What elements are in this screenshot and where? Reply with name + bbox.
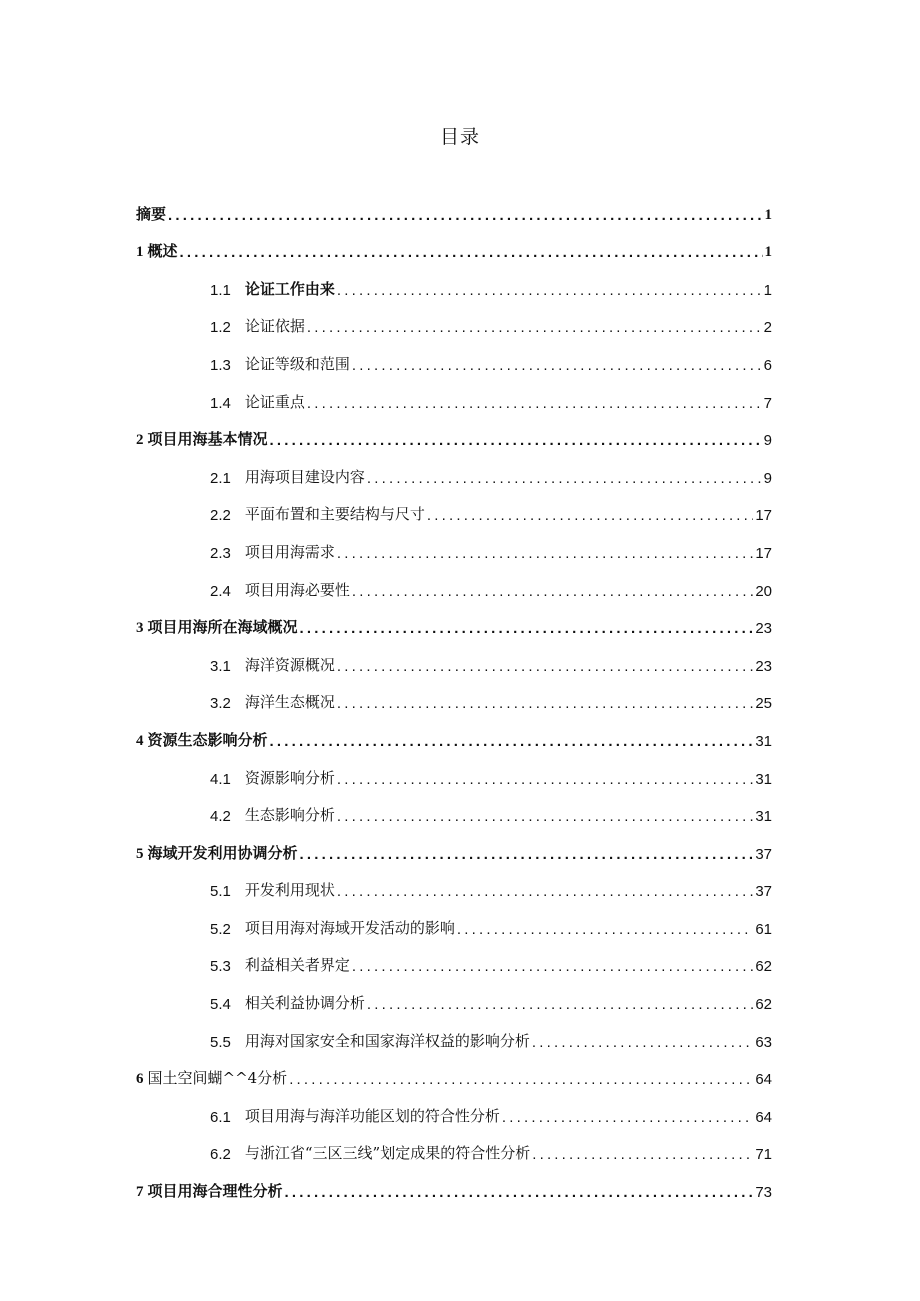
toc-entry-number: 6.1 — [210, 1108, 231, 1126]
toc-entry-page: 31 — [755, 770, 772, 788]
toc-entry[interactable] — [136, 374, 772, 412]
dot-leader — [337, 883, 753, 900]
toc-entry[interactable] — [136, 524, 772, 562]
toc-entry-label: 平面布置和主要结构与尺寸 — [244, 505, 425, 524]
toc-entry-number: 5.5 — [210, 1033, 231, 1051]
dot-leader — [180, 244, 763, 261]
toc-entry-page: 62 — [755, 996, 772, 1014]
toc-entry-label: 项目用海与海洋功能区划的符合性分析 — [244, 1106, 500, 1125]
toc-entry[interactable] — [136, 600, 772, 638]
toc-entry-label: 项目用海所在海域概况 — [147, 618, 298, 637]
toc-entry[interactable] — [136, 675, 772, 713]
toc-entry-label: 论证等级和范围 — [244, 354, 350, 373]
toc-entry-page: 25 — [755, 695, 772, 713]
toc-entry[interactable] — [136, 637, 772, 675]
dot-leader — [270, 432, 762, 449]
toc-entry-page: 23 — [755, 620, 772, 638]
toc-entry[interactable] — [136, 975, 772, 1013]
toc-entry[interactable] — [136, 224, 772, 262]
toc-entry-page: 17 — [755, 544, 772, 562]
toc-entry-page: 2 — [763, 319, 772, 337]
toc-entry-number: 3 — [136, 620, 144, 637]
dot-leader — [307, 395, 762, 412]
toc-entry-number: 5.3 — [210, 958, 231, 976]
toc-entry-number: 1.4 — [210, 394, 231, 412]
toc-entry-page: 31 — [755, 732, 772, 750]
toc-entry-number: 1 — [136, 244, 144, 261]
toc-entry-number: 4.1 — [210, 770, 231, 788]
toc-entry-number: 2.2 — [210, 507, 231, 525]
dot-leader — [532, 1146, 753, 1163]
dot-leader — [367, 996, 753, 1013]
toc-entry-number: 6 — [136, 1071, 144, 1088]
dot-leader — [270, 733, 754, 750]
toc-entry-number: 1.2 — [210, 319, 231, 337]
dot-leader — [352, 583, 753, 600]
toc-entry-label: 论证重点 — [244, 392, 305, 411]
toc-entry-page: 9 — [763, 469, 772, 487]
toc-entry[interactable] — [136, 900, 772, 938]
toc-entry[interactable] — [136, 261, 772, 299]
toc-entry-label: 国土空间蝴^^4分析 — [147, 1069, 288, 1088]
toc-entry[interactable] — [136, 412, 772, 450]
dot-leader — [427, 507, 753, 524]
toc-entry-number: 6.2 — [210, 1146, 231, 1164]
toc-entry-label: 用海对国家安全和国家海洋权益的影响分析 — [244, 1031, 530, 1050]
dot-leader — [300, 846, 754, 863]
toc-entry-label: 用海项目建设内容 — [244, 467, 365, 486]
toc-entry-page: 61 — [755, 920, 772, 938]
toc-entry[interactable] — [136, 487, 772, 525]
toc-entry-number: 7 — [136, 1184, 144, 1201]
toc-entry-page: 23 — [755, 657, 772, 675]
dot-leader — [300, 620, 754, 637]
toc-entry-label: 论证工作由来 — [244, 279, 335, 298]
toc-entry[interactable] — [136, 449, 772, 487]
toc-entry[interactable] — [136, 336, 772, 374]
toc-entry-number: 5.2 — [210, 920, 231, 938]
toc-entry[interactable] — [136, 1126, 772, 1164]
toc-entry-number: 5 — [136, 845, 144, 862]
toc-entry-page: 63 — [755, 1033, 772, 1051]
toc-entry-page: 1 — [764, 206, 772, 223]
toc-entry[interactable] — [136, 825, 772, 863]
toc-entry-number: 5.1 — [210, 883, 231, 901]
dot-leader — [532, 1034, 753, 1051]
toc-entry-label: 生态影响分析 — [244, 806, 335, 825]
toc-entry-label: 相关利益协调分析 — [244, 994, 365, 1013]
toc-entry[interactable] — [136, 788, 772, 826]
toc-entry[interactable] — [136, 863, 772, 901]
toc-entry-page: 17 — [755, 507, 772, 525]
dot-leader — [168, 207, 762, 224]
toc-entry-label: 海域开发利用协调分析 — [147, 843, 298, 862]
toc-entry[interactable] — [136, 186, 772, 224]
toc-entry[interactable] — [136, 750, 772, 788]
toc-entry-page: 9 — [763, 432, 772, 450]
toc-entry-number: 5.4 — [210, 996, 231, 1014]
dot-leader — [337, 771, 753, 788]
toc-entry-label: 利益相关者界定 — [244, 956, 350, 975]
toc-entry[interactable] — [136, 938, 772, 976]
toc-entry-label: 海洋资源概况 — [244, 655, 335, 674]
toc-entry[interactable] — [136, 299, 772, 337]
toc-entry-page: 7 — [763, 394, 772, 412]
dot-leader — [289, 1071, 753, 1088]
dot-leader — [285, 1184, 754, 1201]
dot-leader — [307, 319, 762, 336]
toc-entry-number: 2.3 — [210, 544, 231, 562]
toc-entry-number: 3.2 — [210, 695, 231, 713]
dot-leader — [337, 545, 753, 562]
toc-entry-label: 项目用海需求 — [244, 542, 335, 561]
toc-entry[interactable] — [136, 1163, 772, 1201]
toc-entry-label: 项目用海对海域开发活动的影响 — [244, 918, 455, 937]
toc-entry-label: 开发利用现状 — [244, 881, 335, 900]
toc-entry-page: 37 — [755, 883, 772, 901]
toc-entry[interactable] — [136, 712, 772, 750]
toc-entry-number: 2 — [136, 432, 144, 449]
dot-leader — [457, 921, 753, 938]
toc-entry-label: 摘要 — [136, 204, 167, 223]
dot-leader — [352, 958, 753, 975]
toc-entry-label: 概述 — [147, 242, 178, 261]
dot-leader — [352, 357, 762, 374]
toc-entry-number: 2.4 — [210, 582, 231, 600]
toc-entry-page: 62 — [755, 958, 772, 976]
dot-leader — [367, 470, 762, 487]
page-title: 目录 — [439, 126, 480, 148]
toc-entry-label: 项目用海必要性 — [244, 580, 350, 599]
toc-entry-number: 1.1 — [210, 281, 231, 299]
toc-entry-page: 37 — [755, 845, 772, 863]
toc-entry-page: 73 — [755, 1184, 772, 1202]
toc-entry-label: 资源生态影响分析 — [147, 730, 268, 749]
dot-leader — [337, 808, 753, 825]
dot-leader — [337, 695, 753, 712]
toc-entry-page: 1 — [764, 244, 772, 261]
toc-entry-label: 论证依据 — [244, 317, 305, 336]
toc-entry[interactable] — [136, 562, 772, 600]
toc-entry-label: 项目用海合理性分析 — [147, 1182, 283, 1201]
toc-entry-label: 项目用海基本情况 — [147, 430, 268, 449]
dot-leader — [337, 282, 762, 299]
toc-entry[interactable] — [136, 1013, 772, 1051]
dot-leader — [502, 1109, 753, 1126]
toc-entry-number: 4 — [136, 732, 144, 749]
toc-entry-page: 31 — [755, 808, 772, 826]
toc-entry-page: 64 — [755, 1071, 772, 1089]
toc-entry-number: 2.1 — [210, 469, 231, 487]
toc-entry-number: 3.1 — [210, 657, 231, 675]
toc-entry[interactable] — [136, 1088, 772, 1126]
table-of-contents — [136, 186, 772, 1201]
toc-entry-page: 6 — [763, 356, 772, 374]
toc-entry-page: 71 — [755, 1146, 772, 1164]
toc-entry-page: 20 — [755, 582, 772, 600]
toc-entry-page: 1 — [763, 281, 772, 299]
toc-entry[interactable] — [136, 1051, 772, 1089]
dot-leader — [337, 658, 753, 675]
toc-entry-number: 1.3 — [210, 356, 231, 374]
toc-entry-number: 4.2 — [210, 808, 231, 826]
toc-entry-label: 与浙江省“三区三线”划定成果的符合性分析 — [244, 1144, 531, 1163]
toc-entry-page: 64 — [755, 1108, 772, 1126]
toc-entry-label: 海洋生态概况 — [244, 693, 335, 712]
toc-entry-label: 资源影响分析 — [244, 768, 335, 787]
